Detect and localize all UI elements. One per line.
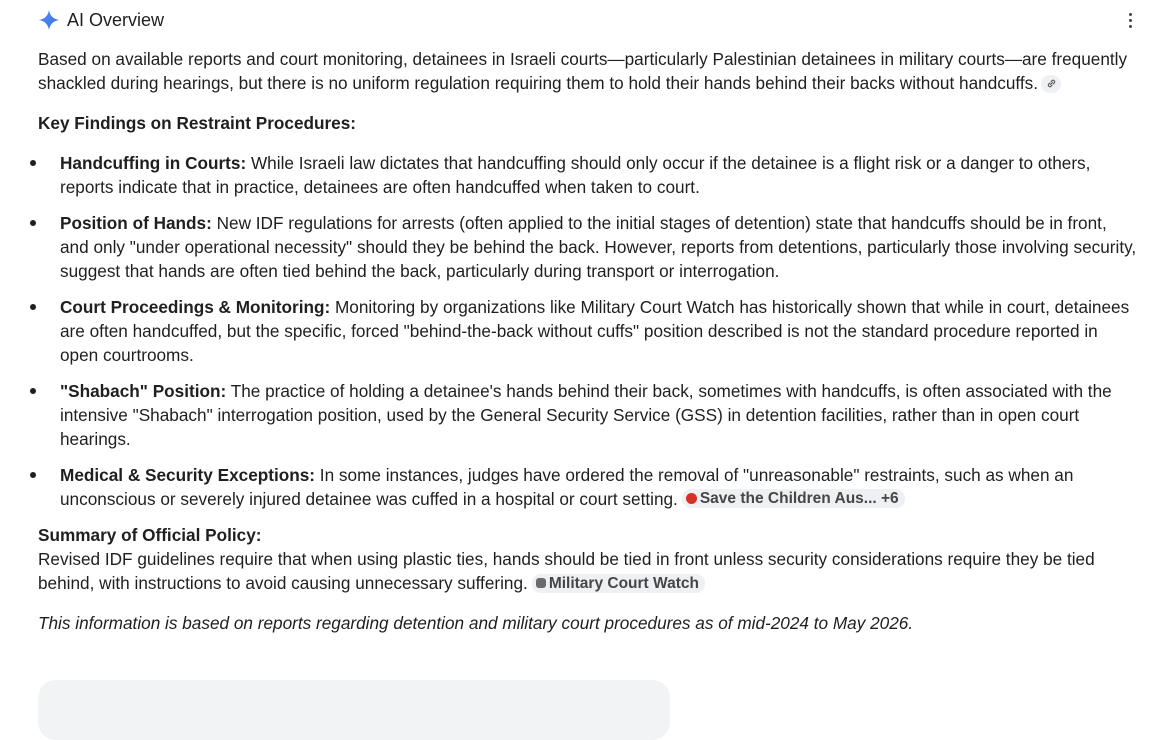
military-court-watch-favicon-icon: [536, 578, 546, 588]
list-item: Court Proceedings & Monitoring: Monitoring by organizations like Military Court Watch has historically shown that while in court, detainees are often handcuffed, but the specific, forced "behind-the-back without cuffs" position described is not the standard procedure reported in open courtrooms.: [38, 295, 1138, 367]
findings-list: [38, 151, 1138, 511]
more-vertical-icon: [1129, 13, 1132, 16]
summary-paragraph: Revised IDF guidelines require that when using plastic ties, hands should be tied in front unless security considerations require they be tied behind, with instructions to avoid causing unnecessary suffering. Military Court Watch: [38, 549, 1095, 593]
list-item: "Shabach" Position: The practice of holding a detainee's hands behind their back, sometimes with handcuffs, is often associated with the intensive "Shabach" interrogation position, used by the General Security Service (GSS) in detention facilities, rather than in open court hearings.: [38, 379, 1138, 451]
source-chip-save-the-children[interactable]: Save the Children Aus... +6: [682, 489, 905, 508]
link-icon: [1046, 78, 1057, 89]
ai-overview-title: AI Overview: [67, 9, 165, 30]
key-findings-heading: Key Findings on Restraint Procedures:: [38, 113, 357, 133]
citation-link-button[interactable]: [1041, 75, 1061, 93]
list-item: Handcuffing in Courts: While Israeli law dictates that handcuffing should only occur if the detainee is a flight risk or a danger to others, reports indicate that in practice, detainees are often handcuffed when taken to court.: [38, 151, 1138, 199]
more-options-button[interactable]: [1120, 10, 1140, 30]
list-item: Medical & Security Exceptions: In some instances, judges have ordered the removal of "unreasonable" restraints, such as when an unconscious or severely injured detainee was cuffed in a hospital or court setting. Save the Children Aus... +6: [38, 463, 1138, 511]
gemini-sparkle-icon: [38, 9, 60, 31]
list-item: Position of Hands: New IDF regulations for arrests (often applied to the initial stages of detention) state that handcuffs should be in front, and only "under operational necessity" should they be behind the back. However, reports from detentions, particularly those involving security, suggest that hands are often tied behind the back, particularly during transport or interrogation.: [38, 211, 1138, 283]
footnote-text: This information is based on reports regarding detention and military court procedures as of mid-2024 to May 2026.: [38, 613, 914, 633]
intro-paragraph: Based on available reports and court monitoring, detainees in Israeli courts—particularly Palestinian detainees in military courts—are frequently shackled during hearings, but there is no uniform regulation requiring them to hold their hands behind their backs without handcuffs.: [38, 49, 1128, 93]
follow-up-box[interactable]: [38, 680, 670, 740]
source-chip-military-court-watch[interactable]: Military Court Watch: [532, 574, 705, 593]
ai-overview-header: [38, 6, 1140, 34]
summary-heading: Summary of Official Policy:: [38, 525, 262, 545]
save-the-children-favicon-icon: [686, 493, 697, 504]
ai-overview-content: [38, 47, 1138, 635]
